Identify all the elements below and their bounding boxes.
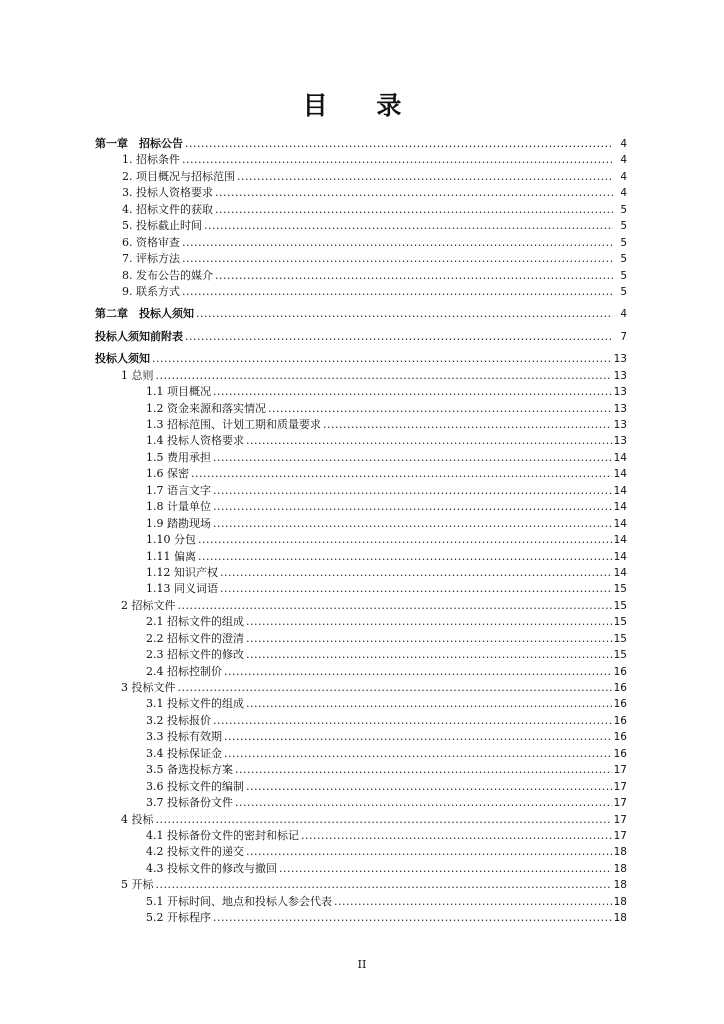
toc-leader-dots [213,483,612,499]
toc-entry-label: 投标人须知 [95,352,150,366]
toc-leader-dots [185,136,613,152]
toc-leader-dots [334,894,612,910]
toc-entry[interactable] [0,877,724,893]
toc-leader-dots [198,532,612,548]
toc-entry[interactable] [0,152,724,168]
toc-entry-page-number: 13 [613,386,627,399]
toc-entry-label: 5.1 开标时间、地点和投标人参会代表 [146,894,332,908]
toc-entry-label: 3 投标文件 [121,681,176,694]
toc-entry[interactable] [0,483,724,499]
toc-entry[interactable] [0,795,724,811]
toc-entry[interactable] [0,218,724,234]
toc-entry[interactable] [0,598,724,614]
toc-entry-page-number: 13 [613,435,627,448]
toc-entry-label: 2.2 招标文件的澄清 [146,631,244,645]
toc-entry-label: 3.5 备选投标方案 [146,763,233,777]
toc-entry[interactable] [0,401,724,417]
toc-leader-dots [178,598,612,614]
toc-entry-label: 1.9 踏勘现场 [146,516,211,530]
toc-entry[interactable] [0,268,724,284]
toc-leader-dots [220,565,612,581]
toc-leader-dots [246,647,612,663]
toc-entry-page-number: 16 [613,682,627,694]
toc-entry-label: 8. 发布公告的媒介 [122,268,213,282]
toc-entry-page-number: 17 [613,780,627,793]
toc-entry[interactable] [0,680,724,696]
toc-entry-page-number: 14 [613,501,627,514]
toc-entry-page-number: 13 [613,353,627,366]
toc-entry-label: 2.4 招标控制价 [146,664,222,678]
toc-leader-dots [196,306,613,322]
toc-leader-dots [156,877,612,893]
toc-entry-label: 1.11 偏离 [146,549,196,563]
toc-entry-label: 1.5 费用承担 [146,450,211,464]
toc-entry-page-number: 4 [620,154,627,167]
toc-leader-dots [235,762,612,778]
toc-entry-label: 投标人须知前附表 [95,329,183,343]
toc-entry[interactable] [0,910,724,926]
toc-entry-page-number: 15 [613,583,627,596]
toc-leader-dots [182,152,613,168]
toc-entry-label: 3.7 投标备份文件 [146,796,233,810]
toc-entry-label: 3.3 投标有效期 [146,730,222,744]
toc-entry[interactable] [0,647,724,663]
toc-entry-page-number: 7 [620,330,627,343]
toc-entry-label: 3.2 投标报价 [146,713,211,727]
toc-entry-page-number: 15 [613,599,627,612]
toc-entry[interactable] [0,812,724,828]
toc-leader-dots [237,169,613,185]
toc-entry[interactable] [0,251,724,267]
toc-leader-dots [246,631,612,647]
toc-leader-dots [220,581,612,597]
toc-entry-page-number: 5 [620,253,627,266]
toc-entry-label: 1. 招标条件 [122,153,180,167]
table-of-contents [0,136,724,927]
toc-entry[interactable] [0,433,724,449]
toc-leader-dots [215,202,613,218]
toc-leader-dots [246,779,612,795]
toc-entry-page-number: 15 [613,632,627,645]
toc-entry-page-number: 17 [613,813,627,826]
toc-leader-dots [213,910,612,926]
toc-entry-page-number: 14 [613,451,627,464]
toc-entry[interactable] [0,466,724,482]
toc-leader-dots [213,516,612,532]
toc-entry-page-number: 14 [613,468,627,481]
toc-entry[interactable] [0,284,724,300]
toc-entry-page-number: 5 [620,285,627,298]
toc-entry-label: 1.6 保密 [146,467,189,481]
toc-entry-page-number: 14 [613,534,627,547]
toc-entry-page-number: 16 [613,714,627,727]
toc-entry[interactable] [0,894,724,910]
toc-chapter-entry[interactable] [0,136,724,152]
toc-entry-label: 第二章 投标人须知 [95,307,194,321]
toc-entry-page-number: 15 [613,616,627,629]
toc-entry-page-number: 4 [620,170,627,183]
toc-leader-dots [246,844,612,860]
toc-leader-dots [268,401,612,417]
toc-entry-label: 5.2 开标程序 [146,911,211,925]
toc-leader-dots [213,450,612,466]
toc-entry-label: 第一章 招标公告 [95,137,183,150]
toc-leader-dots [323,417,612,433]
toc-leader-dots [224,746,612,762]
toc-entry[interactable] [0,844,724,860]
toc-entry-label: 3. 投标人资格要求 [122,186,213,200]
toc-leader-dots [191,466,612,482]
toc-entry-page-number: 14 [613,517,627,530]
toc-leader-dots [182,235,613,251]
toc-entry-page-number: 17 [613,797,627,810]
toc-entry-page-number: 18 [613,912,627,925]
toc-leader-dots [246,614,612,630]
toc-entry[interactable] [0,368,724,384]
toc-leader-dots [198,549,612,565]
toc-chapter-entry[interactable] [0,351,724,367]
toc-leader-dots [156,812,612,828]
toc-leader-dots [185,329,613,345]
toc-entry[interactable] [0,202,724,218]
toc-leader-dots [235,795,612,811]
toc-entry-label: 2. 项目概况与招标范围 [122,169,235,183]
toc-entry-page-number: 15 [613,649,627,662]
toc-leader-dots [204,218,613,234]
toc-entry-label: 1.8 计量单位 [146,500,211,514]
toc-entry-page-number: 13 [613,402,627,415]
toc-leader-dots [182,251,613,267]
toc-entry[interactable] [0,450,724,466]
toc-entry-page-number: 13 [613,369,627,382]
toc-entry-label: 4.2 投标文件的递交 [146,845,244,859]
toc-entry-page-number: 4 [620,138,627,150]
toc-entry[interactable] [0,549,724,565]
toc-entry[interactable] [0,581,724,597]
toc-entry-page-number: 5 [620,269,627,282]
toc-entry[interactable] [0,417,724,433]
page-number-footer: II [357,958,367,971]
toc-entry-label: 1 总则 [121,368,154,382]
toc-entry-label: 1.7 语言文字 [146,483,211,497]
toc-entry-label: 1.10 分包 [146,533,196,547]
toc-leader-dots [301,828,612,844]
toc-entry-label: 5. 投标截止时间 [122,219,202,233]
toc-entry[interactable] [0,169,724,185]
toc-entry[interactable] [0,861,724,877]
toc-entry-label: 2.1 招标文件的组成 [146,615,244,629]
toc-leader-dots [213,384,612,400]
toc-entry-label: 6. 资格审查 [122,235,180,249]
toc-leader-dots [152,351,612,367]
toc-entry-label: 2 招标文件 [121,598,176,612]
toc-entry-page-number: 4 [620,308,627,321]
toc-entry-page-number: 5 [620,236,627,249]
toc-entry[interactable] [0,729,724,745]
toc-leader-dots [215,268,613,284]
toc-entry-page-number: 14 [613,566,627,579]
toc-entry[interactable] [0,746,724,762]
toc-leader-dots [246,433,612,449]
toc-entry-label: 4.3 投标文件的修改与撤回 [146,861,277,875]
toc-entry[interactable] [0,185,724,201]
toc-entry-label: 3.6 投标文件的编制 [146,779,244,793]
toc-leader-dots [224,729,612,745]
toc-entry[interactable] [0,779,724,795]
toc-entry-label: 1.13 同义词语 [146,582,218,596]
toc-entry[interactable] [0,499,724,515]
toc-entry-label: 3.1 投标文件的组成 [146,697,244,711]
toc-entry-label: 4.1 投标备份文件的密封和标记 [146,828,299,842]
toc-entry[interactable] [0,696,724,712]
toc-entry-page-number: 16 [613,747,627,760]
toc-entry-page-number: 17 [613,764,627,777]
toc-leader-dots [224,664,612,680]
toc-entry[interactable] [0,565,724,581]
toc-entry[interactable] [0,762,724,778]
toc-leader-dots [178,680,612,696]
toc-leader-dots [213,499,612,515]
toc-entry-page-number: 13 [613,419,627,431]
toc-entry-label: 9. 联系方式 [122,284,180,298]
toc-leader-dots [279,861,612,877]
toc-entry-label: 7. 评标方法 [122,252,180,266]
toc-entry-label: 1.4 投标人资格要求 [146,434,244,448]
toc-entry[interactable] [0,384,724,400]
toc-leader-dots [182,284,613,300]
toc-entry[interactable] [0,713,724,729]
toc-entry-label: 2.3 招标文件的修改 [146,648,244,662]
toc-entry-label: 1.3 招标范围、计划工期和质量要求 [146,418,321,431]
toc-entry-page-number: 18 [613,846,627,859]
toc-entry[interactable] [0,664,724,680]
toc-entry-page-number: 18 [613,862,627,875]
toc-entry-page-number: 16 [613,698,627,711]
toc-entry-label: 1.12 知识产权 [146,565,218,579]
toc-leader-dots [215,185,613,201]
toc-entry-page-number: 18 [613,879,627,892]
toc-entry-page-number: 14 [613,550,627,563]
toc-entry[interactable] [0,828,724,844]
toc-chapter-entry[interactable] [0,306,724,322]
toc-entry[interactable] [0,614,724,630]
toc-entry[interactable] [0,516,724,532]
toc-entry-label: 1.1 项目概况 [146,385,211,399]
toc-entry-label: 4. 招标文件的获取 [122,202,213,216]
toc-leader-dots [213,713,612,729]
toc-entry[interactable] [0,532,724,548]
toc-entry[interactable] [0,235,724,251]
toc-entry-page-number: 16 [613,731,627,744]
toc-entry-label: 1.2 资金来源和落实情况 [146,401,266,415]
toc-entry-page-number: 5 [620,220,627,233]
toc-entry-page-number: 4 [620,187,627,200]
toc-leader-dots [156,368,612,384]
toc-entry-label: 4 投标 [121,812,154,826]
toc-entry-page-number: 17 [613,829,627,842]
toc-entry-label: 5 开标 [121,878,154,892]
toc-entry-page-number: 5 [620,203,627,216]
toc-entry-page-number: 14 [613,484,627,497]
toc-entry-page-number: 16 [613,665,627,678]
toc-chapter-entry[interactable] [0,329,724,345]
toc-entry[interactable] [0,631,724,647]
toc-entry-label: 3.4 投标保证金 [146,746,222,760]
toc-entry-page-number: 18 [613,895,627,908]
page-title: 目 录 [302,91,422,120]
toc-leader-dots [246,696,612,712]
